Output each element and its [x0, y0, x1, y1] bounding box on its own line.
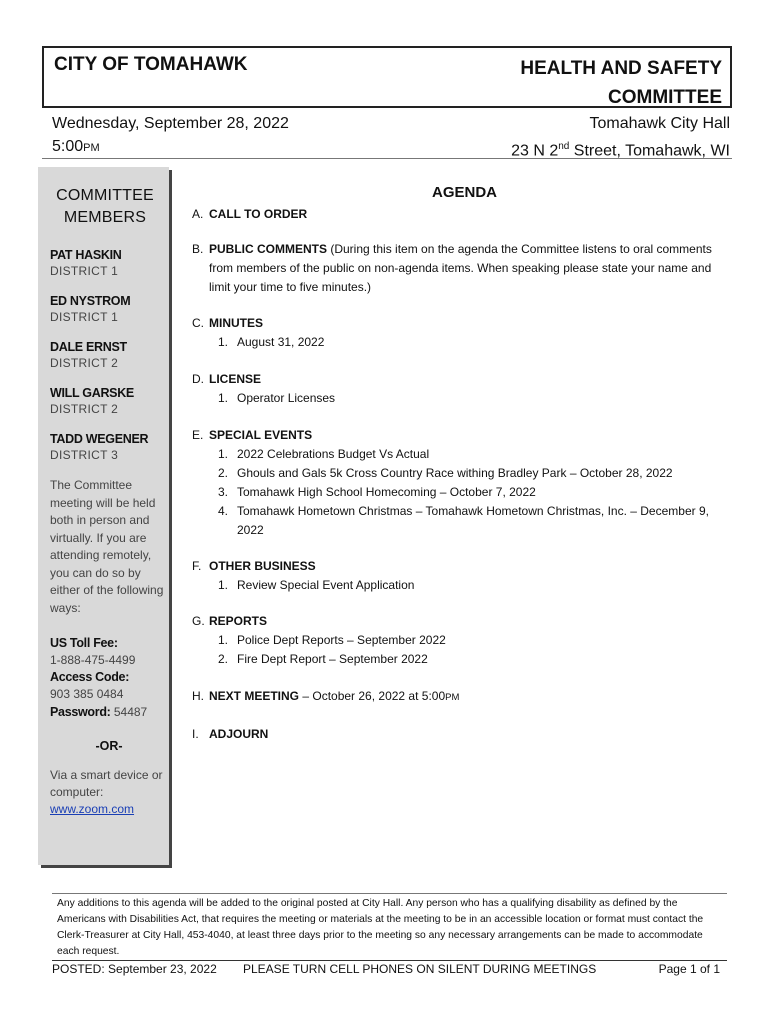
- member-name: DALE ERNST: [50, 340, 127, 354]
- member: [50, 339, 169, 371]
- member-district: DISTRICT 2: [50, 356, 119, 370]
- header-box: [42, 46, 732, 108]
- member: [50, 247, 169, 279]
- smart-device-note: Via a smart device or computer:: [50, 768, 163, 799]
- cell-phone-notice: PLEASE TURN CELL PHONES ON SILENT DURING MEETINGS: [243, 962, 597, 976]
- meeting-date: Wednesday, September 28, 2022: [52, 115, 289, 132]
- meeting-datetime: [52, 112, 289, 160]
- agenda-section-public-comments: B. PUBLIC COMMENTS (During this item on the agenda the Committee listens to oral comments from members of the public on non-agenda items. When speaking please state your name and limit your time to five minutes.): [192, 242, 712, 294]
- header-divider: [42, 158, 732, 159]
- agenda-section-minutes: C. MINUTES 1. August 31, 2022: [192, 314, 732, 352]
- member-name: WILL GARSKE: [50, 386, 134, 400]
- agenda-section-reports: G. REPORTS 1. Police Dept Reports – September 2022 2. Fire Dept Report – September 2022: [192, 612, 732, 669]
- agenda-item: 1. August 31, 2022: [218, 335, 325, 349]
- page-number: Page 1 of 1: [658, 962, 720, 976]
- access-code-value: 903 385 0484: [50, 687, 124, 701]
- agenda-section-next-meeting: H. NEXT MEETING – October 26, 2022 at 5:00PM: [192, 689, 460, 703]
- member-district: DISTRICT 2: [50, 402, 119, 416]
- agenda-section-other-business: F. OTHER BUSINESS 1. Review Special Event Application: [192, 557, 732, 595]
- posted-date: POSTED: September 23, 2022: [52, 962, 217, 976]
- agenda-item: 3. Tomahawk High School Homecoming – October 7, 2022: [218, 485, 536, 499]
- location-name: Tomahawk City Hall: [589, 115, 730, 132]
- location-address: 23 N 2nd Street, Tomahawk, WI: [511, 141, 730, 160]
- committee-name-line1: HEALTH AND SAFETY: [520, 58, 722, 79]
- meeting-time: 5:00PM: [52, 138, 100, 155]
- toll-number: 1-888-475-4499: [50, 653, 136, 667]
- agenda-section-call-to-order: A. CALL TO ORDER: [192, 207, 308, 221]
- member: [50, 385, 169, 417]
- member-name: TADD WEGENER: [50, 432, 149, 446]
- member-name: ED NYSTROM: [50, 294, 131, 308]
- agenda-item: 2. Ghouls and Gals 5k Cross Country Race withing Bradley Park – October 28, 2022: [218, 466, 673, 480]
- committee-sidebar: [38, 167, 169, 865]
- agenda-section-adjourn: I. ADJOURN: [192, 727, 269, 741]
- member-district: DISTRICT 1: [50, 264, 119, 278]
- password-line: Password: 54487: [50, 705, 148, 719]
- agenda-item: 1. Police Dept Reports – September 2022: [218, 633, 446, 647]
- member: [50, 293, 169, 325]
- agenda-title: AGENDA: [432, 184, 498, 201]
- member-name: PAT HASKIN: [50, 248, 122, 262]
- member-district: DISTRICT 3: [50, 448, 119, 462]
- member-district: DISTRICT 1: [50, 310, 119, 324]
- zoom-link[interactable]: www.zoom.com: [50, 802, 135, 816]
- sidebar-title: COMMITTEE MEMBERS: [56, 187, 154, 226]
- agenda-section-license: D. LICENSE 1. Operator Licenses: [192, 370, 732, 408]
- city-name: CITY OF TOMAHAWK: [54, 54, 248, 75]
- remote-attendance-note: The Committee meeting will be held both in person and virtually. If you are attending remotely, you can do so by either of the following ways:: [50, 478, 164, 615]
- agenda-item: 4. Tomahawk Hometown Christmas – Tomahawk Hometown Christmas, Inc. – December 9, 2022: [218, 504, 709, 537]
- agenda-list: [192, 205, 732, 744]
- agenda-item: 1. Operator Licenses: [218, 391, 336, 405]
- footer-bar-divider: [52, 960, 727, 961]
- committee-name-line2: COMMITTEE: [608, 87, 722, 108]
- agenda-item: 1. 2022 Celebrations Budget Vs Actual: [218, 447, 430, 461]
- toll-label: US Toll Fee:: [50, 636, 118, 650]
- member: [50, 431, 169, 463]
- agenda-item: 2. Fire Dept Report – September 2022: [218, 652, 428, 666]
- meeting-location: [511, 112, 730, 162]
- committee-name: [520, 54, 722, 112]
- footer-divider: [52, 893, 727, 894]
- agenda-section-special-events: E. SPECIAL EVENTS 1. 2022 Celebrations Budget Vs Actual 2. Ghouls and Gals 5k Cross Country Race withing Bradley Park – October 28, 2022 3. Tomahawk High School Homecoming – October 7, 2022 4. Tomahawk Hometown Christmas – Tomahawk Hometown Christmas, Inc. – December 9, 2022: [192, 426, 732, 540]
- or-separator: -OR-: [95, 739, 123, 753]
- agenda-item: 1. Review Special Event Application: [218, 578, 415, 592]
- access-code-label: Access Code:: [50, 670, 130, 684]
- ada-disclaimer: Any additions to this agenda will be added to the original posted at City Hall. Any person who has a qualifying disability as defined by the Americans with Disabilities Act, that requires the meeting or materials at the meeting to be in an accessible location or format must contact the Clerk-Treasurer at City Hall, 453-4040, at least three days prior to the meeting so any necessary arrangements can be made to accommodate each request.: [57, 898, 704, 957]
